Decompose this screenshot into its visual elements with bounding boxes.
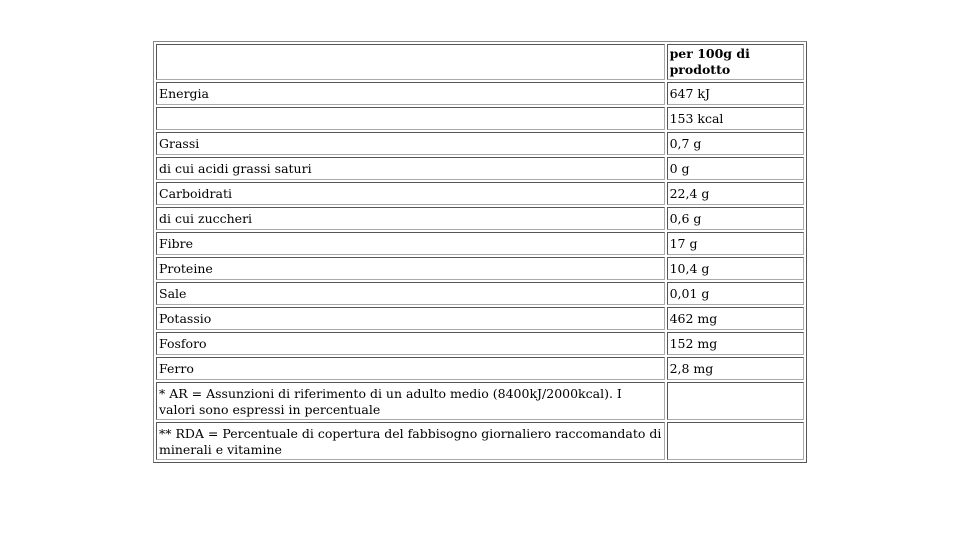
footnote-ar-value bbox=[667, 382, 804, 420]
nutrition-table-body bbox=[156, 44, 804, 460]
row-value: 462 mg bbox=[667, 307, 804, 330]
table-row bbox=[156, 357, 804, 380]
row-value: 0,7 g bbox=[667, 132, 804, 155]
footnote-rda-text: ** RDA = Percentuale di copertura del fabbisogno giornaliero raccomandato di minerali e vitamine bbox=[156, 422, 665, 460]
table-row bbox=[156, 257, 804, 280]
table-row bbox=[156, 182, 804, 205]
table-row bbox=[156, 132, 804, 155]
row-value: 152 mg bbox=[667, 332, 804, 355]
row-label: di cui zuccheri bbox=[156, 207, 665, 230]
footnote-ar-text: * AR = Assunzioni di riferimento di un adulto medio (8400kJ/2000kcal). I valori sono espressi in percentuale bbox=[156, 382, 665, 420]
row-value: 153 kcal bbox=[667, 107, 804, 130]
row-label: Proteine bbox=[156, 257, 665, 280]
row-label: Potassio bbox=[156, 307, 665, 330]
row-label: Grassi bbox=[156, 132, 665, 155]
header-label-cell bbox=[156, 44, 665, 80]
footnote-rda-value bbox=[667, 422, 804, 460]
row-value: 647 kJ bbox=[667, 82, 804, 105]
row-value: 22,4 g bbox=[667, 182, 804, 205]
header-value-cell: per 100g di prodotto bbox=[667, 44, 804, 80]
table-row bbox=[156, 232, 804, 255]
row-label: Sale bbox=[156, 282, 665, 305]
table-row bbox=[156, 157, 804, 180]
table-row bbox=[156, 107, 804, 130]
footnote-row-rda bbox=[156, 422, 804, 460]
row-value: 17 g bbox=[667, 232, 804, 255]
nutrition-table bbox=[153, 41, 807, 463]
row-label: Energia bbox=[156, 82, 665, 105]
row-label: Carboidrati bbox=[156, 182, 665, 205]
table-row bbox=[156, 307, 804, 330]
row-value: 10,4 g bbox=[667, 257, 804, 280]
row-label bbox=[156, 107, 665, 130]
table-row bbox=[156, 82, 804, 105]
row-label: Fibre bbox=[156, 232, 665, 255]
row-value: 2,8 mg bbox=[667, 357, 804, 380]
row-value: 0,6 g bbox=[667, 207, 804, 230]
table-header-row bbox=[156, 44, 804, 80]
row-label: Ferro bbox=[156, 357, 665, 380]
table-row bbox=[156, 207, 804, 230]
footnote-row-ar bbox=[156, 382, 804, 420]
row-label: Fosforo bbox=[156, 332, 665, 355]
row-label: di cui acidi grassi saturi bbox=[156, 157, 665, 180]
table-row bbox=[156, 282, 804, 305]
row-value: 0 g bbox=[667, 157, 804, 180]
table-row bbox=[156, 332, 804, 355]
row-value: 0,01 g bbox=[667, 282, 804, 305]
